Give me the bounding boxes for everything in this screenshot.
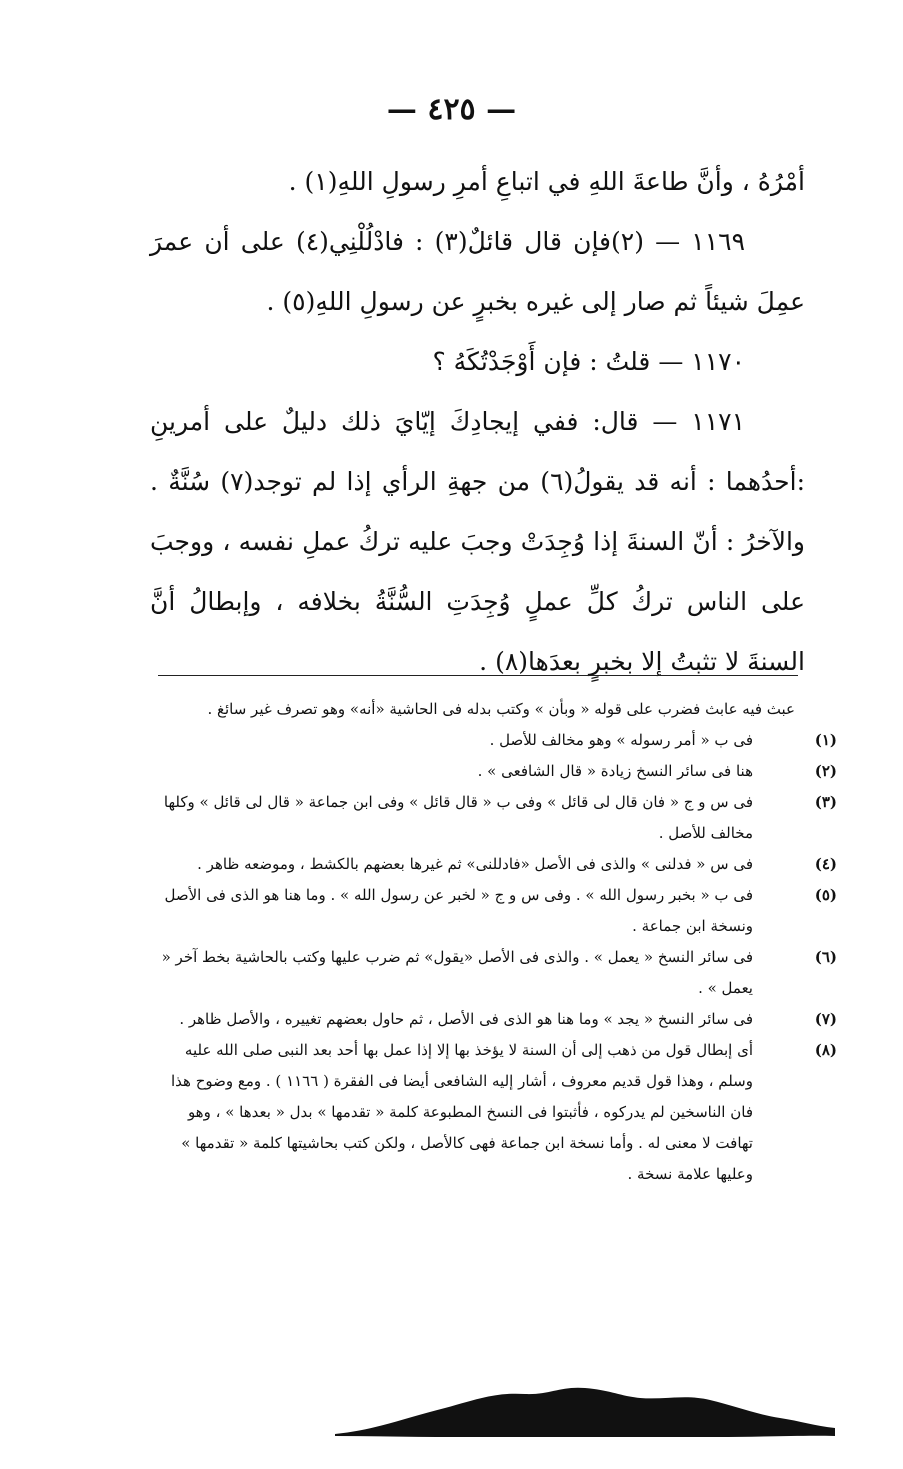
footnote [150, 1004, 837, 1035]
footnote-number: (٢) [814, 762, 837, 780]
footnote-number: (٧) [814, 1010, 837, 1028]
paragraph-1171: ١١٧١ — قال: ففي إيجادِكَ إيّايَ ذلك دليلٌ على أمرينِ :أحدُهما : أنه قد يقولُ(٦) من جهةِ الرأي إذا لم توجد(٧) سُنَّةٌ . والآخرُ : أنّ السنةَ إذا وُجِدَتْ وجبَ عليه تركُ عملِ نفسه ، ووجبَ على الناس تركُ كلِّ عملٍ وُجِدَتِ السُّنَّةُ بخلافه ، وإبطالُ أنَّ السنةَ لا تثبتُ إلا بخبرٍ بعدَها(٨) . [150, 407, 805, 676]
footnote-text: فى ب « بخبر رسول الله » . وفى س و ج « لخبر عن رسول الله » . وما هنا هو الذى فى الأصل ونسخة ابن جماعة . [164, 886, 753, 935]
footnote [150, 880, 837, 942]
footnote-text: فى سائر النسخ « يجد » وما هنا هو الذى فى الأصل ، ثم حاول بعضهم تغييره ، والأصل ظاهر . [179, 1010, 753, 1028]
paragraph-1170: ١١٧٠ — قلتُ : فإن أَوْجَدْتُكَهُ ؟ [432, 347, 745, 376]
paragraph-continuation: أمْرُهُ ، وأنَّ طاعةَ اللهِ في اتباعِ أمرِ رسولِ اللهِ(١) . [288, 167, 805, 196]
footnote-number: (٤) [814, 855, 837, 873]
footnote-number: (٥) [814, 886, 837, 904]
page-number: — ٤٢٥ — [386, 92, 517, 127]
footnote-number: (٣) [814, 793, 837, 811]
footnote-number: (١) [814, 731, 837, 749]
footnote [150, 787, 837, 849]
footnotes [150, 694, 837, 1190]
page-ornament [335, 1378, 835, 1438]
footnote-text: فى سائر النسخ « يعمل » . والذى فى الأصل «يقول» ثم ضرب عليها وكتب بالحاشية بخط آخر « يعمل » . [161, 948, 753, 997]
footnote [150, 1035, 837, 1190]
footnote-separator [158, 675, 798, 676]
footnote [150, 849, 837, 880]
main-text [150, 152, 805, 692]
footnote [150, 725, 837, 756]
footnote-intro: عبث فيه عابث فضرب على قوله « وبأن » وكتب بدله فى الحاشية «أنه» وهو تصرف غير سائغ . [207, 700, 795, 718]
footnote-number: (٨) [814, 1041, 837, 1059]
footnote-text: هنا فى سائر النسخ زيادة « قال الشافعى » . [477, 762, 753, 780]
footnote-text: فى س و ج « فان قال لى قائل » وفى ب « قال قائل » وفى ابن جماعة « قال لى قائل » وكلها مخالف للأصل . [163, 793, 753, 842]
paragraph-1169: ١١٦٩ — (٢)فإن قال قائلٌ(٣) : فادْلُلْنِي(٤) على أن عمرَ عمِلَ شيئاً ثم صار إلى غيره بخبرٍ عن رسولِ اللهِ(٥) . [150, 227, 805, 316]
footnote-number: (٦) [814, 948, 837, 966]
footnote-text: فى س « فدلنى » والذى فى الأصل «فادللنى» ثم غيرها بعضهم بالكشط ، وموضعه ظاهر . [197, 855, 753, 873]
footnote [150, 942, 837, 1004]
footnote-text: أى إبطال قول من ذهب إلى أن السنة لا يؤخذ بها إلا إذا عمل بها أحد بعد النبى صلى الله عليه وسلم ، وهذا قول قديم معروف ، أشار إليه الشافعى أيضا فى الفقرة ( ١١٦٦ ) . ومع وضوح هذا فان الناسخين لم يدركوه ، فأثبتوا فى النسخ المطبوعة كلمة « تقدمها » بدل « بعدها » ، وهو تهافت لا معنى له . وأما نسخة ابن جماعة فهى كالأصل ، ولكن كتب بحاشيتها كلمة « تقدمها » وعليها علامة نسخة . [170, 1041, 753, 1183]
footnote-text: فى ب « أمر رسوله » وهو مخالف للأصل . [489, 731, 753, 749]
footnote [150, 756, 837, 787]
